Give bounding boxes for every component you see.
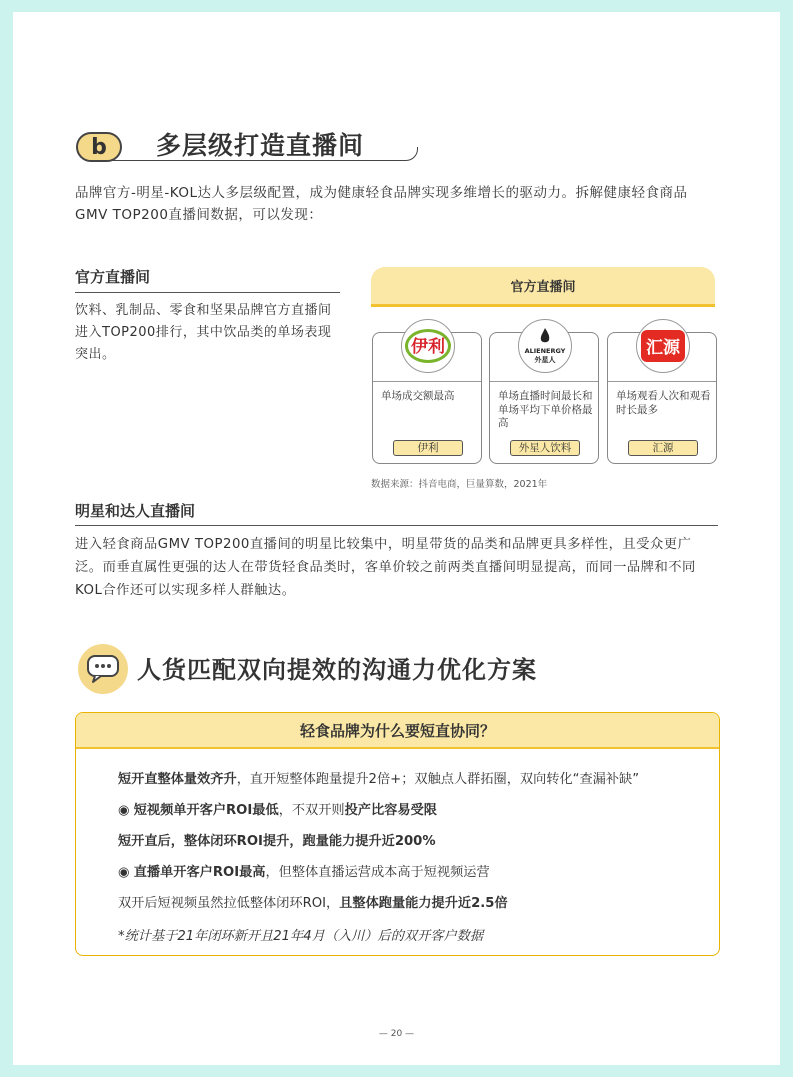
info-line: [118, 768, 639, 787]
text: ，不双开则: [278, 803, 345, 818]
card-description: 单场观看人次和观看时长最多: [616, 390, 711, 416]
brand-card-huiyuan: [607, 332, 717, 464]
brand-tag: 外星人饮料: [510, 440, 580, 456]
section-badge: b: [76, 132, 122, 162]
intro-line: 品牌官方-明星-KOL达人多层级配置，成为健康轻食品牌实现多维增长的驱动力。拆解健康轻食商品: [75, 185, 688, 201]
text: ，直开短整体跑量提升2倍+；双触点人群拓圈，双向转化“查漏补缺”: [236, 772, 640, 787]
page: [13, 12, 780, 1065]
bold-text: 短开直整体量效齐升: [118, 772, 237, 787]
divider: [75, 525, 718, 526]
brand-tag: 汇源: [628, 440, 698, 456]
stars-paragraph: [75, 533, 696, 602]
alienergy-logo-text: ALIENERGY: [524, 347, 566, 355]
brand-tag: 伊利: [393, 440, 463, 456]
card-description: 单场成交额最高: [381, 390, 455, 402]
info-line: [118, 861, 490, 880]
bullet-icon: ◉: [118, 803, 130, 818]
yili-logo-text: 伊利: [411, 337, 445, 357]
bold-text: 短视频单开客户ROI最低: [133, 803, 279, 818]
chat-bubble-icon: [78, 644, 128, 694]
huiyuan-logo-text: 汇源: [646, 338, 680, 358]
text: ，但整体直播运营成本高于短视频运营: [265, 865, 490, 880]
official-heading: 官方直播间: [75, 268, 151, 286]
para-line: KOL合作还可以实现多样人群触达。: [75, 583, 296, 598]
data-source: 数据来源：抖音电商，巨量算数，2021年: [371, 479, 548, 490]
yili-logo: [401, 319, 455, 373]
footnote: *统计基于21年闭环新开且21年4月（入川）后的双开客户数据: [118, 929, 484, 944]
brand-card-alienergy: [489, 332, 599, 464]
short-live-box: [75, 712, 720, 956]
bold-text: 投产比容易受限: [344, 803, 437, 818]
card-divider: [608, 381, 716, 382]
para-line: 进入轻食商品GMV TOP200直播间的明星比较集中，明星带货的品类和品牌更具多样性，且受众更广: [75, 537, 692, 552]
text: 双开后短视频虽然拉低整体闭环ROI，: [118, 896, 340, 911]
para-line: 进入TOP200排行，其中饮品类的单场表现: [75, 325, 332, 340]
card-divider: [373, 381, 481, 382]
official-panel-header: 官方直播间: [371, 267, 715, 307]
info-line: [118, 799, 437, 818]
info-line: [118, 830, 436, 849]
box-title: 轻食品牌为什么要短直协同？: [76, 713, 719, 749]
intro-line: GMV TOP200直播间数据，可以发现：: [75, 207, 323, 223]
huiyuan-logo: [636, 319, 690, 373]
bold-text: 直播单开客户ROI最高: [133, 865, 266, 880]
page-number: — 20 —: [378, 1029, 415, 1039]
card-divider: [490, 381, 598, 382]
official-paragraph: [75, 300, 332, 366]
bold-text: 且整体跑量能力提升近2.5倍: [339, 896, 508, 911]
para-line: 突出。: [75, 347, 116, 362]
stars-heading: 明星和达人直播间: [75, 502, 196, 520]
intro-paragraph: [75, 182, 688, 226]
card-description: 单场直播时间最长和单场平均下单价格最高: [498, 390, 593, 429]
bold-text: 短开直后，整体闭环ROI提升，跑量能力提升近200%: [118, 834, 436, 849]
para-line: 泛。而垂直属性更强的达人在带货轻食品类时，客单价较之前两类直播间明显提高，而同一品牌和不同: [75, 560, 696, 575]
brand-card-yili: [372, 332, 482, 464]
alienergy-logo: [518, 319, 572, 373]
bullet-icon: ◉: [118, 865, 130, 880]
section-title: 人货匹配双向提效的沟通力优化方案: [137, 656, 537, 684]
divider: [75, 292, 340, 293]
alienergy-logo-subtext: 外星人: [534, 356, 556, 364]
para-line: 饮料、乳制品、零食和坚果品牌官方直播间: [75, 303, 332, 318]
info-line: [118, 892, 508, 911]
section-title: 多层级打造直播间: [156, 131, 365, 160]
